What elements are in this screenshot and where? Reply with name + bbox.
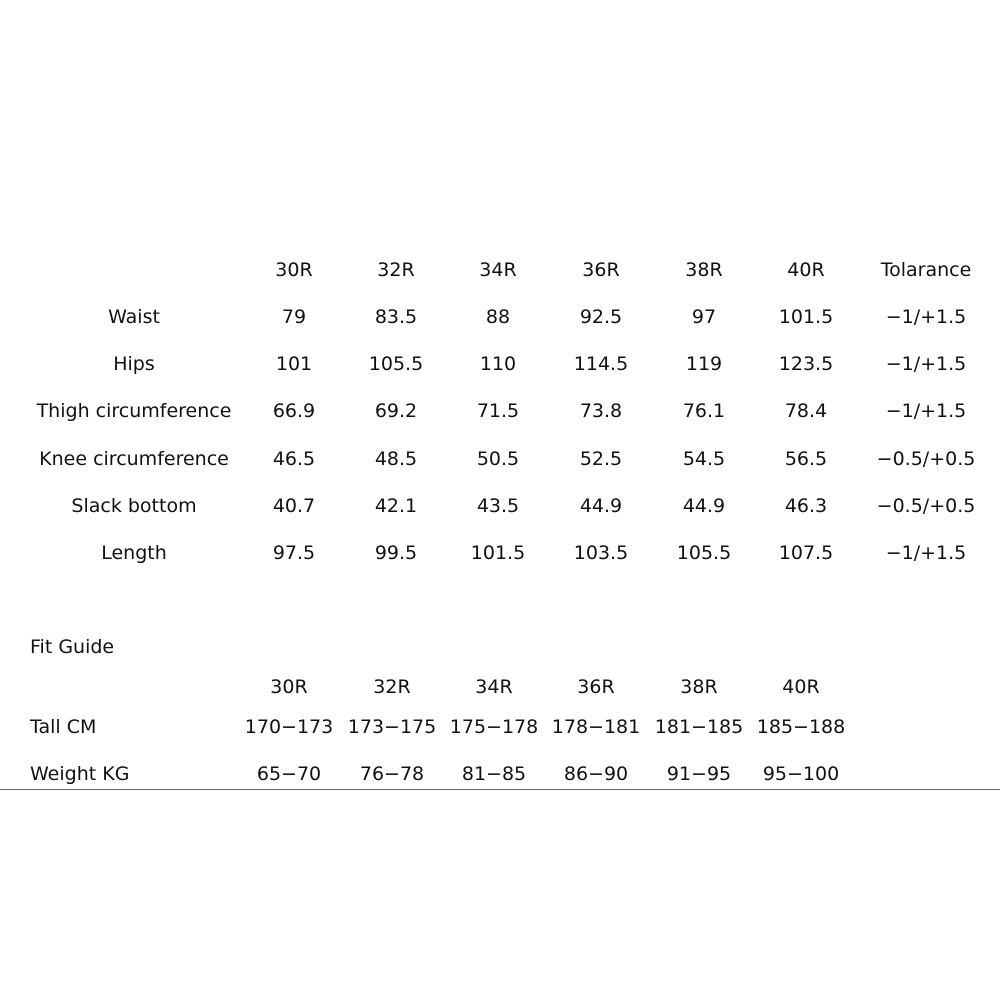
row-label: Length bbox=[101, 542, 167, 564]
fit-cell: 170−173 bbox=[244, 716, 334, 738]
column-header: 38R bbox=[685, 259, 723, 281]
table-cell: 114.5 bbox=[573, 353, 629, 375]
table-cell: 42.1 bbox=[374, 495, 418, 517]
table-cell: 56.5 bbox=[784, 448, 828, 470]
fit-cell: 86−90 bbox=[563, 763, 629, 785]
table-cell: 105.5 bbox=[368, 353, 424, 375]
table-cell: 88 bbox=[485, 306, 511, 328]
table-cell: −1/+1.5 bbox=[885, 400, 967, 422]
fit-column-header: 40R bbox=[782, 676, 820, 698]
table-cell: 43.5 bbox=[476, 495, 520, 517]
table-cell: 52.5 bbox=[579, 448, 623, 470]
fit-row-label: Tall CM bbox=[30, 716, 97, 738]
table-cell: 69.2 bbox=[374, 400, 418, 422]
divider-line bbox=[0, 789, 1000, 790]
row-label: Thigh circumference bbox=[36, 400, 232, 422]
table-cell: 101.5 bbox=[778, 306, 834, 328]
table-cell: −0.5/+0.5 bbox=[876, 448, 976, 470]
fit-cell: 76−78 bbox=[359, 763, 425, 785]
table-cell: 119 bbox=[685, 353, 723, 375]
table-cell: 107.5 bbox=[778, 542, 834, 564]
fit-column-header: 30R bbox=[270, 676, 308, 698]
row-label: Waist bbox=[108, 306, 160, 328]
fit-row-label: Weight KG bbox=[30, 763, 130, 785]
table-cell: 103.5 bbox=[573, 542, 629, 564]
row-label: Slack bottom bbox=[71, 495, 197, 517]
table-cell: 44.9 bbox=[579, 495, 623, 517]
table-cell: 44.9 bbox=[682, 495, 726, 517]
table-cell: −1/+1.5 bbox=[885, 542, 967, 564]
table-cell: 78.4 bbox=[784, 400, 828, 422]
column-header: 32R bbox=[377, 259, 415, 281]
column-header: Tolarance bbox=[880, 259, 972, 281]
table-cell: 92.5 bbox=[579, 306, 623, 328]
table-cell: 46.5 bbox=[272, 448, 316, 470]
fit-column-header: 38R bbox=[680, 676, 718, 698]
table-cell: 99.5 bbox=[374, 542, 418, 564]
fit-column-header: 34R bbox=[475, 676, 513, 698]
table-cell: 101 bbox=[275, 353, 313, 375]
fit-cell: 95−100 bbox=[762, 763, 840, 785]
fit-cell: 175−178 bbox=[449, 716, 539, 738]
table-cell: −1/+1.5 bbox=[885, 353, 967, 375]
fit-column-header: 32R bbox=[373, 676, 411, 698]
fit-cell: 178−181 bbox=[551, 716, 641, 738]
fit-cell: 65−70 bbox=[256, 763, 322, 785]
column-header: 30R bbox=[275, 259, 313, 281]
column-header: 36R bbox=[582, 259, 620, 281]
fit-guide-title: Fit Guide bbox=[30, 636, 115, 658]
row-label: Knee circumference bbox=[39, 448, 229, 470]
table-cell: 48.5 bbox=[374, 448, 418, 470]
table-cell: 71.5 bbox=[476, 400, 520, 422]
table-cell: 76.1 bbox=[682, 400, 726, 422]
column-header: 40R bbox=[787, 259, 825, 281]
table-cell: 40.7 bbox=[272, 495, 316, 517]
table-cell: 54.5 bbox=[682, 448, 726, 470]
table-cell: 105.5 bbox=[676, 542, 732, 564]
table-cell: −0.5/+0.5 bbox=[876, 495, 976, 517]
fit-cell: 81−85 bbox=[461, 763, 527, 785]
fit-column-header: 36R bbox=[577, 676, 615, 698]
table-cell: 110 bbox=[479, 353, 517, 375]
table-cell: 97 bbox=[691, 306, 717, 328]
table-cell: 97.5 bbox=[272, 542, 316, 564]
fit-cell: 91−95 bbox=[666, 763, 732, 785]
fit-cell: 185−188 bbox=[756, 716, 846, 738]
table-cell: 46.3 bbox=[784, 495, 828, 517]
row-label: Hips bbox=[113, 353, 155, 375]
table-cell: 79 bbox=[281, 306, 307, 328]
table-cell: 101.5 bbox=[470, 542, 526, 564]
table-cell: −1/+1.5 bbox=[885, 306, 967, 328]
fit-cell: 181−185 bbox=[654, 716, 744, 738]
table-cell: 73.8 bbox=[579, 400, 623, 422]
table-cell: 50.5 bbox=[476, 448, 520, 470]
column-header: 34R bbox=[479, 259, 517, 281]
fit-cell: 173−175 bbox=[347, 716, 437, 738]
table-cell: 83.5 bbox=[374, 306, 418, 328]
table-cell: 123.5 bbox=[778, 353, 834, 375]
table-cell: 66.9 bbox=[272, 400, 316, 422]
